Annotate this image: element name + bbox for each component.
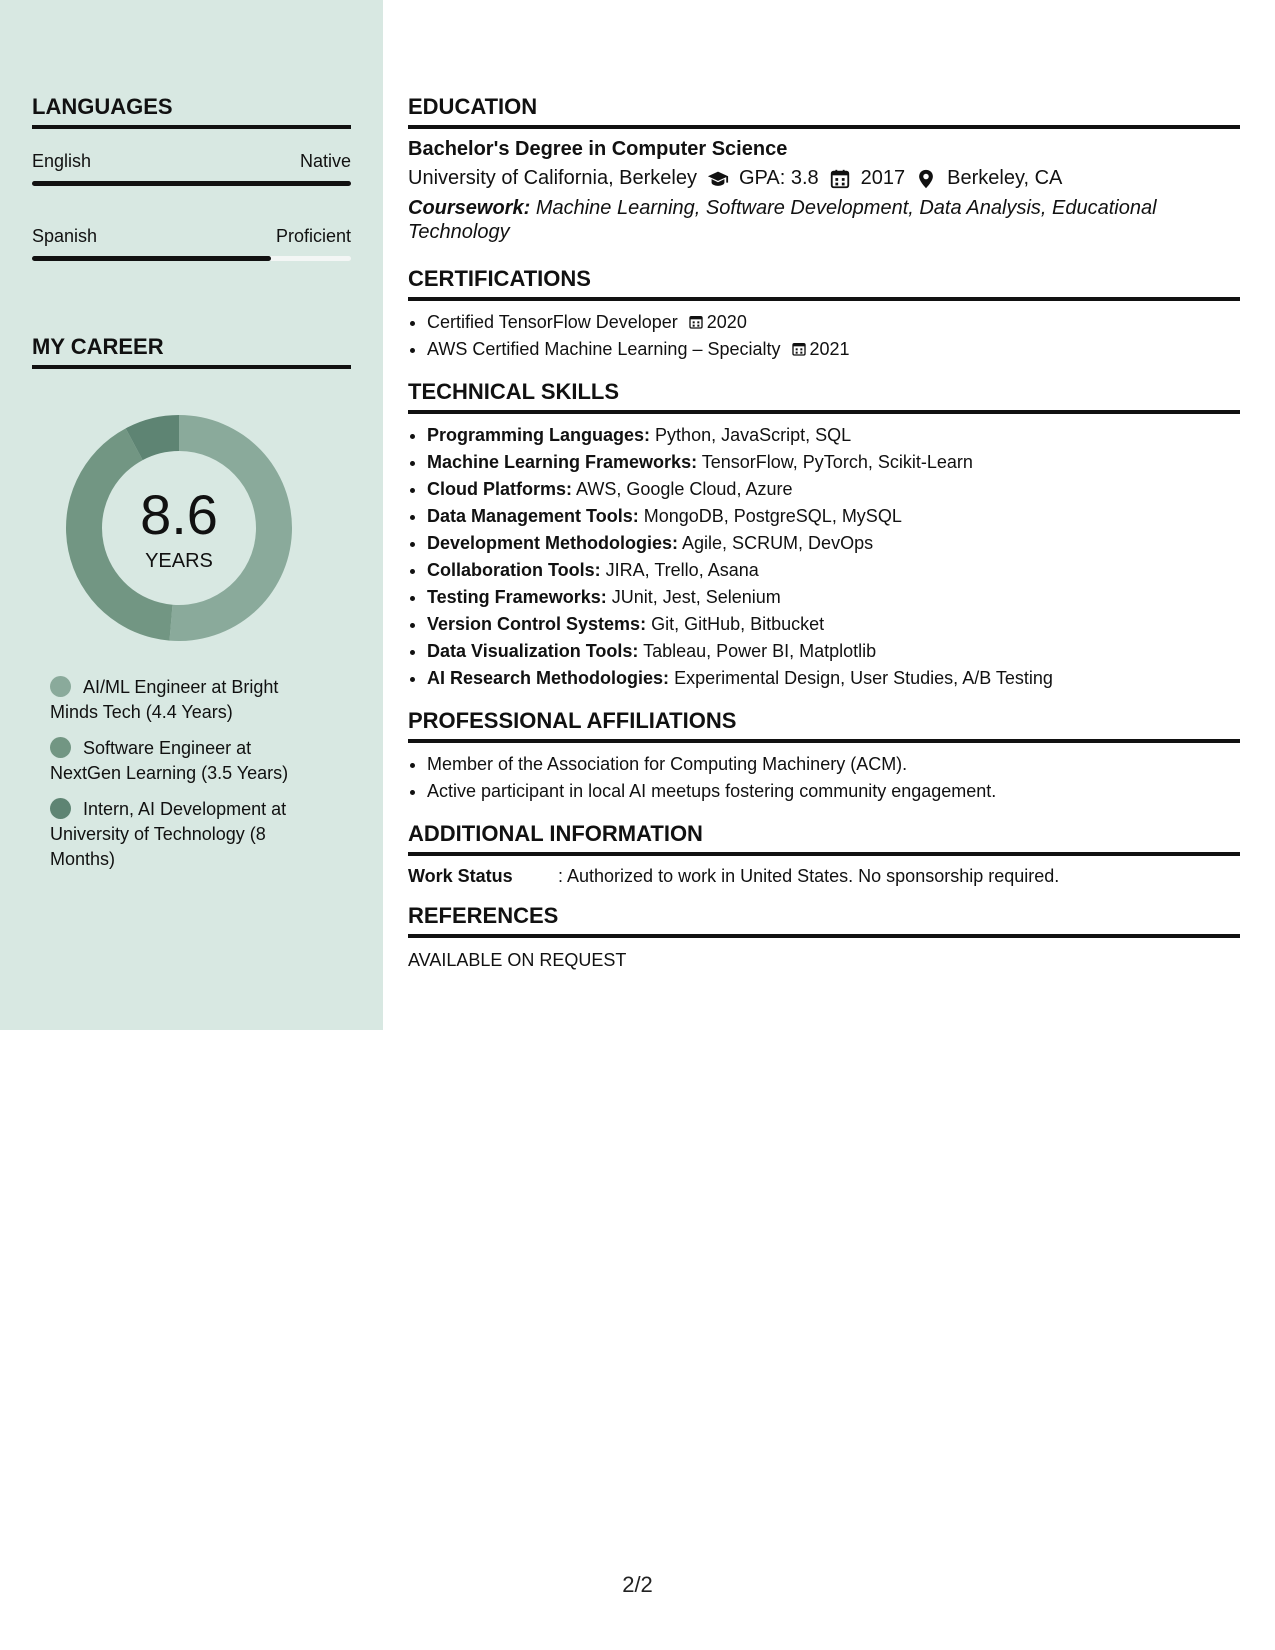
- map-pin-icon: [915, 168, 937, 190]
- work-status-row: [408, 866, 1240, 887]
- skill-item: [427, 503, 1240, 530]
- languages-section: [32, 94, 351, 261]
- skill-value: Git, GitHub, Bitbucket: [651, 614, 825, 634]
- career-section: [32, 334, 351, 369]
- skill-value: TensorFlow, PyTorch, Scikit-Learn: [701, 452, 973, 472]
- certifications-list: [408, 309, 1240, 363]
- education-year: 2017: [860, 167, 906, 189]
- skill-item: [427, 530, 1240, 557]
- skill-item: [427, 422, 1240, 449]
- certifications-title: CERTIFICATIONS: [408, 266, 1240, 301]
- skill-value: JIRA, Trello, Asana: [605, 560, 759, 580]
- calendar-icon: [791, 340, 807, 358]
- skills-list: [408, 422, 1240, 692]
- skill-label: Cloud Platforms:: [427, 479, 573, 499]
- coursework-value: Machine Learning, Software Development, Data Analysis, Educational Technology: [408, 197, 1157, 243]
- career-legend-label: Intern, AI Development at University of Technology (8 Months): [50, 799, 287, 869]
- education-location: Berkeley, CA: [947, 167, 1063, 189]
- skill-value: MongoDB, PostgreSQL, MySQL: [643, 506, 902, 526]
- language-proficiency-fill: [32, 256, 271, 261]
- affiliations-list: [408, 751, 1240, 805]
- career-legend: [50, 675, 305, 883]
- language-level: Proficient: [275, 226, 351, 246]
- certification-year: 2021: [809, 339, 850, 359]
- skill-value: Experimental Design, User Studies, A/B Testing: [674, 668, 1053, 688]
- skill-item: [427, 584, 1240, 611]
- work-status-value: : Authorized to work in United States. No sponsorship required.: [558, 866, 1060, 886]
- language-proficiency-bar: [32, 256, 351, 261]
- career-legend-item: [50, 736, 305, 786]
- certification-name: Certified TensorFlow Developer: [427, 312, 678, 332]
- skill-item: [427, 449, 1240, 476]
- graduation-cap-icon: [707, 168, 729, 190]
- certification-name: AWS Certified Machine Learning – Specialty: [427, 339, 781, 359]
- skill-label: Data Visualization Tools:: [427, 641, 639, 661]
- calendar-icon: [688, 313, 704, 331]
- affiliations-title: PROFESSIONAL AFFILIATIONS: [408, 708, 1240, 743]
- legend-dot: [50, 737, 71, 758]
- work-status-label: Work Status: [408, 866, 513, 886]
- language-item: [32, 151, 351, 186]
- career-legend-item: [50, 797, 305, 872]
- education-details: [408, 167, 1240, 190]
- languages-title: LANGUAGES: [32, 94, 351, 129]
- skill-label: AI Research Methodologies:: [427, 668, 670, 688]
- career-donut-chart: [66, 415, 292, 641]
- certification-year: 2020: [706, 312, 747, 332]
- references-section: [408, 903, 1240, 971]
- affiliation-item: • Active participant in local AI meetups fostering community engagement.: [427, 778, 1240, 805]
- career-title: MY CAREER: [32, 334, 351, 369]
- education-section: [408, 94, 1240, 244]
- certification-item: [427, 336, 1240, 363]
- skill-label: Development Methodologies:: [427, 533, 679, 553]
- skill-item: [427, 611, 1240, 638]
- language-name: English: [32, 151, 92, 171]
- certifications-section: [408, 266, 1240, 363]
- language-proficiency-bar: [32, 181, 351, 186]
- skill-label: Data Management Tools:: [427, 506, 639, 526]
- career-legend-label: AI/ML Engineer at Bright Minds Tech (4.4 Years): [50, 677, 279, 722]
- skill-item: [427, 638, 1240, 665]
- career-total-years: 8.6: [140, 483, 218, 546]
- skills-title: TECHNICAL SKILLS: [408, 379, 1240, 414]
- additional-section: [408, 821, 1240, 887]
- skill-label: Programming Languages:: [427, 425, 651, 445]
- legend-dot: [50, 676, 71, 697]
- career-legend-label: Software Engineer at NextGen Learning (3.5 Years): [50, 738, 289, 783]
- skill-value: JUnit, Jest, Selenium: [611, 587, 781, 607]
- skill-value: Python, JavaScript, SQL: [655, 425, 852, 445]
- skill-label: Collaboration Tools:: [427, 560, 601, 580]
- education-title: EDUCATION: [408, 94, 1240, 129]
- skills-section: [408, 379, 1240, 692]
- references-title: REFERENCES: [408, 903, 1240, 938]
- education-coursework: [408, 196, 1240, 244]
- skill-value: AWS, Google Cloud, Azure: [576, 479, 793, 499]
- calendar-icon: [829, 168, 851, 190]
- language-proficiency-fill: [32, 181, 351, 186]
- education-gpa: GPA: 3.8: [739, 167, 819, 189]
- language-item: [32, 226, 351, 261]
- skill-label: Version Control Systems:: [427, 614, 647, 634]
- language-name: Spanish: [32, 226, 98, 246]
- skill-label: Testing Frameworks:: [427, 587, 607, 607]
- skill-item: [427, 665, 1240, 692]
- skill-value: Agile, SCRUM, DevOps: [682, 533, 874, 553]
- skill-label: Machine Learning Frameworks:: [427, 452, 698, 472]
- coursework-label: Coursework:: [408, 197, 531, 219]
- affiliations-section: [408, 708, 1240, 805]
- skill-item: [427, 476, 1240, 503]
- page-number: 2/2: [622, 1572, 653, 1597]
- additional-title: ADDITIONAL INFORMATION: [408, 821, 1240, 856]
- education-degree: Bachelor's Degree in Computer Science: [408, 138, 788, 160]
- sidebar: [0, 0, 383, 1030]
- education-school: University of California, Berkeley: [408, 167, 697, 189]
- main-content: [408, 94, 1240, 987]
- certification-item: [427, 309, 1240, 336]
- affiliation-item: • Member of the Association for Computing Machinery (ACM).: [427, 751, 1240, 778]
- career-total-unit: YEARS: [145, 550, 213, 572]
- skill-value: Tableau, Power BI, Matplotlib: [643, 641, 877, 661]
- language-level: Native: [299, 151, 351, 171]
- skill-item: [427, 557, 1240, 584]
- references-text: AVAILABLE ON REQUEST: [408, 950, 627, 970]
- career-legend-item: [50, 675, 305, 725]
- legend-dot: [50, 798, 71, 819]
